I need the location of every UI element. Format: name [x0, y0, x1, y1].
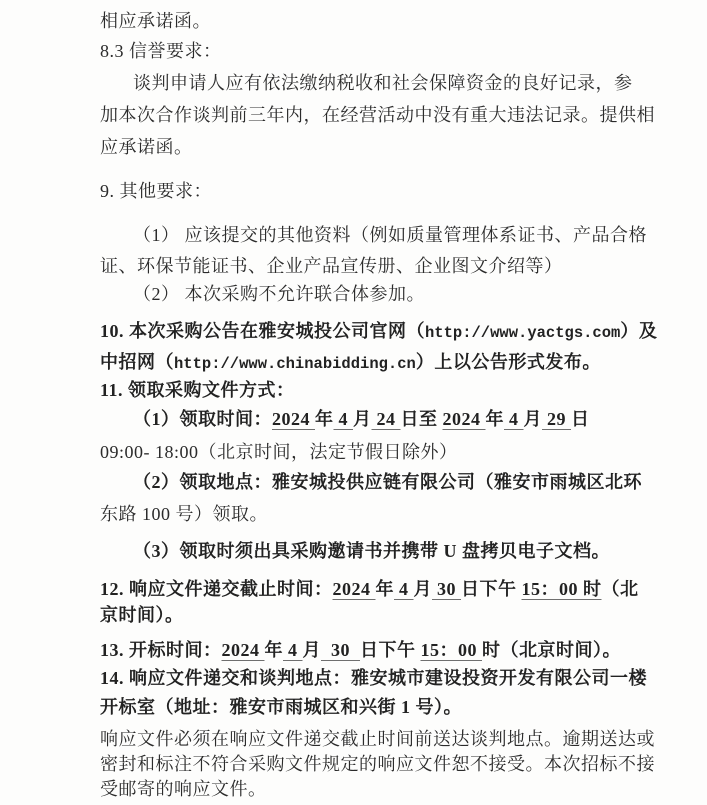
underlined-value: 4: [333, 409, 353, 429]
text-segment: 日下午: [461, 579, 522, 599]
para-8-2-promise-cont: [100, 10, 640, 33]
underlined-value: 2024: [221, 640, 265, 660]
text-segment: 日至: [400, 409, 443, 429]
underlined-value: 15：00 时: [521, 579, 602, 599]
text-segment: ）上以公告形式发布。: [415, 352, 601, 372]
text-segment: 应承诺函。: [100, 137, 193, 157]
para-12-submit-deadline-1: [100, 578, 640, 601]
text-segment: （2）领取地点：雅安城投供应链有限公司（雅安市雨城区北环: [133, 472, 642, 492]
text-segment: 加本次合作谈判前三年内，在经营活动中没有重大违法记录。提供相: [100, 105, 655, 125]
text-segment: 月: [413, 579, 432, 599]
text-segment: 日: [571, 409, 590, 429]
text-segment: （1）领取时间：: [133, 409, 272, 429]
item-9-2-no-consortium: [133, 283, 673, 306]
underlined-value: 2024: [272, 409, 315, 429]
text-segment: 东路 100 号）领取。: [100, 504, 268, 524]
item-9-1-other-materials-2: [100, 255, 640, 278]
underlined-value: 4: [504, 409, 524, 429]
text-segment: （北: [601, 579, 639, 599]
para-10-announcement-1: [100, 320, 658, 345]
para-notice-overdue-2: [100, 753, 655, 776]
para-13-opening-time: [100, 639, 640, 662]
text-segment: （3）领取时须出具采购邀请书并携带 U 盘拷贝电子文档。: [133, 541, 610, 561]
underlined-value: 30: [432, 579, 461, 599]
underlined-value: 15：00: [420, 640, 482, 660]
para-12-submit-deadline-2: [100, 604, 640, 627]
text-segment: 日下午: [360, 640, 421, 660]
text-segment: 开标室（地址：雅安市雨城区和兴街 1 号）。: [100, 697, 462, 717]
text-segment: 受邮寄的响应文件。: [100, 779, 267, 799]
url-text: http://www.chinabidding.cn: [174, 355, 416, 373]
text-segment: （2） 本次采购不允许联合体参加。: [133, 284, 425, 304]
text-segment: 时（北京时间）。: [482, 640, 621, 660]
text-segment: 密封和标注不符合采购文件规定的响应文件恕不接受。本次招标不接: [100, 754, 655, 774]
text-segment: 年: [375, 579, 394, 599]
text-segment: 10. 本次采购公告在雅安城投公司官网（: [100, 321, 425, 341]
item-11-3-collect-require: [133, 540, 673, 563]
text-segment: 年: [264, 640, 283, 660]
text-segment: 8.3 信誉要求：: [100, 41, 222, 61]
item-11-1-collect-time-2: [100, 441, 640, 464]
item-11-1-collect-time-1: [133, 408, 673, 431]
underlined-value: 24: [371, 409, 401, 429]
item-11-2-collect-place-2: [100, 503, 640, 526]
text-segment: 13. 开标时间：: [100, 640, 222, 660]
underlined-value: 4: [283, 640, 303, 660]
text-segment: 证、环保节能证书、企业产品宣传册、企业图文介绍等）: [100, 256, 563, 276]
text-segment: 相应承诺函。: [100, 11, 211, 31]
text-segment: 年: [485, 409, 504, 429]
para-notice-overdue-3: [100, 778, 640, 801]
text-segment: 谈判申请人应有依法缴纳税收和社会保障资金的良好记录，参: [133, 73, 633, 93]
heading-11-collect-method: [100, 379, 640, 402]
text-segment: 月: [523, 409, 542, 429]
text-segment: 年: [315, 409, 334, 429]
underlined-value: 30: [321, 640, 360, 660]
text-segment: 12. 响应文件递交截止时间：: [100, 579, 333, 599]
para-credit-record-1: [133, 72, 673, 95]
para-notice-overdue-1: [100, 728, 655, 751]
para-14-submit-place-2: [100, 696, 640, 719]
text-segment: 14. 响应文件递交和谈判地点：雅安城市建设投资开发有限公司一楼: [100, 668, 647, 688]
para-credit-record-3: [100, 136, 640, 159]
text-segment: 京时间）。: [100, 605, 184, 625]
text-segment: 月: [302, 640, 321, 660]
text-segment: 响应文件必须在响应文件递交截止时间前送达谈判地点。逾期送达或: [100, 729, 655, 749]
text-segment: 中招网（: [100, 352, 174, 372]
text-segment: ）及: [620, 321, 658, 341]
para-credit-record-2: [100, 104, 655, 127]
text-segment: 9. 其他要求：: [100, 181, 212, 201]
text-segment: （1） 应该提交的其他资料（例如质量管理体系证书、产品合格: [133, 225, 647, 245]
text-segment: 09:00- 18:00（北京时间，法定节假日除外）: [100, 442, 458, 462]
text-segment: 11. 领取采购文件方式：: [100, 380, 295, 400]
para-10-announcement-2: [100, 351, 640, 376]
underlined-value: 2024: [442, 409, 486, 429]
text-segment: 月: [353, 409, 372, 429]
item-9-1-other-materials-1: [133, 224, 673, 247]
url-text: http://www.yactgs.com: [425, 324, 621, 342]
heading-8-3-credit: [100, 40, 640, 63]
underlined-value: 29: [542, 409, 571, 429]
para-14-submit-place-1: [100, 667, 647, 690]
underlined-value: 2024: [332, 579, 376, 599]
heading-9-other-requirements: [100, 180, 640, 203]
underlined-value: 4: [394, 579, 414, 599]
item-11-2-collect-place-1: [133, 471, 673, 494]
